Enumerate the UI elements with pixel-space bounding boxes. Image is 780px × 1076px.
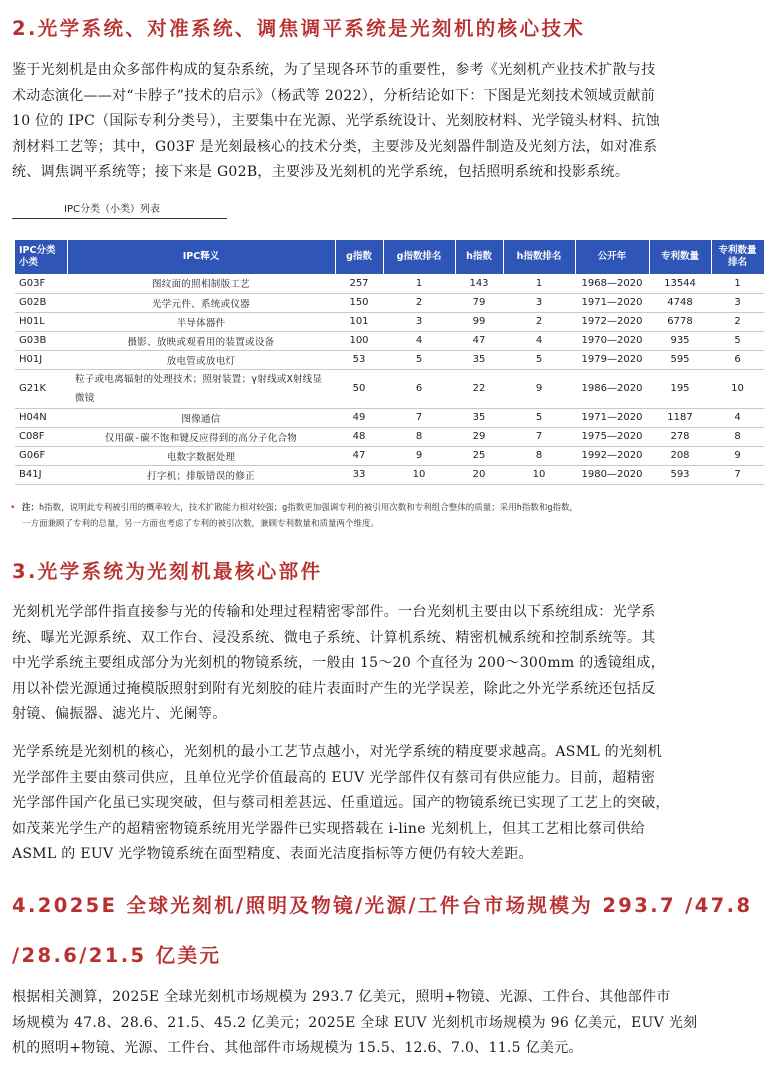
paragraph-line: 10 位的 IPC（国际专利分类号），主要集中在光源、光学系统设计、光刻胶材料、光学镜头材料、抗蚀 [12, 113, 661, 130]
table-row [15, 427, 764, 446]
table-cell: 2 [711, 312, 764, 331]
table-cell: 5 [383, 350, 455, 369]
table-cell: 47 [455, 331, 503, 350]
table-cell: 6 [711, 350, 764, 369]
section-4-paragraph [12, 985, 770, 1062]
table-cell: 20 [455, 465, 503, 484]
table-cell: 4 [383, 331, 455, 350]
table-cell: 1980—2020 [575, 465, 649, 484]
table-cell: H04N [15, 408, 67, 427]
table-cell: 257 [335, 274, 383, 293]
paragraph-line: 中光学系统主要组成部分为光刻机的物镜系统，一般由 15～20 个直径为 200～300mm 的透镜组成， [12, 655, 666, 672]
table-title-rule [12, 218, 227, 219]
table-cell: 6 [383, 369, 455, 408]
table-cell: 47 [335, 446, 383, 465]
header-patent-count: 专利数量 [649, 240, 711, 274]
table-row [15, 312, 764, 331]
table-cell: 打字机；排版错误的修正 [67, 465, 335, 484]
table-note [10, 500, 762, 532]
table-cell: 4 [503, 331, 575, 350]
paragraph-line: 机的照明+物镜、光源、工件台、其他部件市场规模为 15.5、12.6、7.0、11.5 亿美元。 [12, 1040, 583, 1057]
header-label: 排名 [727, 257, 747, 268]
header-g-index-rank: g指数排名 [383, 240, 455, 274]
table-row [15, 274, 764, 293]
table-cell: 150 [335, 293, 383, 312]
table-cell: 1992—2020 [575, 446, 649, 465]
section-2-paragraph [12, 58, 770, 186]
table-cell: 35 [455, 408, 503, 427]
table-cell: 101 [335, 312, 383, 331]
table-cell: 25 [455, 446, 503, 465]
table-cell: 4748 [649, 293, 711, 312]
table-cell: 1 [503, 274, 575, 293]
paragraph-line: 统、曝光光源系统、双工作台、浸没系统、微电子系统、计算机系统、精密机械系统和控制系统等。其 [12, 629, 656, 646]
table-cell: 53 [335, 350, 383, 369]
table-cell: 6778 [649, 312, 711, 331]
ipc-table [15, 240, 765, 485]
table-row [15, 293, 764, 312]
table-cell: 仅用碳-碳不饱和键反应得到的高分子化合物 [67, 427, 335, 446]
note-line: 一方面兼顾了专利的总量，另一方面也考虑了专利的被引次数，兼顾专利数量和质量两个维度。 [22, 519, 380, 529]
table-cell: 2 [383, 293, 455, 312]
table-cell: 10 [383, 465, 455, 484]
table-cell: 1970—2020 [575, 331, 649, 350]
paragraph-line: 术动态演化——对“卡脖子”技术的启示》（杨武等 2022），分析结论如下：下图是光刻技术领域贡献前 [12, 87, 656, 104]
table-body [15, 274, 764, 484]
table-cell: G03F [15, 274, 67, 293]
table-cell: 79 [455, 293, 503, 312]
table-cell: 图纹面的照相制版工艺 [67, 274, 335, 293]
paragraph-line: 统、调焦调平系统等；接下来是 G02B，主要涉及光刻机的光学系统，包括照明系统和投影系统。 [12, 164, 630, 181]
table-cell: 3 [503, 293, 575, 312]
table-cell: 10 [503, 465, 575, 484]
table-cell: 935 [649, 331, 711, 350]
table-cell: 1971—2020 [575, 293, 649, 312]
table-cell: 143 [455, 274, 503, 293]
table-cell: H01J [15, 350, 67, 369]
paragraph-line: 鉴于光刻机是由众多部件构成的复杂系统，为了呈现各环节的重要性，参考《光刻机产业技术扩散与技 [12, 62, 656, 78]
paragraph-line: 光学部件主要由蔡司供应，且单位光学价值最高的 EUV 光学部件仅有蔡司有供应能力。目前，超精密 [12, 769, 656, 786]
table-cell: 1 [383, 274, 455, 293]
table-header-row [15, 240, 764, 274]
table-cell: 100 [335, 331, 383, 350]
table-cell: 1971—2020 [575, 408, 649, 427]
note-line: h指数，说明此专利被引用的概率较大，技术扩散能力相对较强；g指数更加强调专利的被引用次数和专利组合整体的质量；采用h指数和g指数， [39, 503, 578, 513]
table-cell: 1986—2020 [575, 369, 649, 408]
header-publish-year: 公开年 [575, 240, 649, 274]
table-cell: 5 [503, 408, 575, 427]
paragraph-line: 光学部件国产化虽已实现突破，但与蔡司相差甚远、任重道远。国产的物镜系统已实现了工艺上的突破， [12, 795, 670, 812]
table-cell: 1979—2020 [575, 350, 649, 369]
table-cell: 5 [503, 350, 575, 369]
table-cell: 2 [503, 312, 575, 331]
header-g-index: g指数 [335, 240, 383, 274]
table-cell: 5 [711, 331, 764, 350]
table-row [15, 446, 764, 465]
table-cell: 摄影、放映或观看用的装置或设备 [67, 331, 335, 350]
table-cell: 8 [383, 427, 455, 446]
header-label: 小类 [19, 257, 39, 268]
paragraph-line: 根据相关测算，2025E 全球光刻机市场规模为 293.7 亿美元，照明+物镜、光源、工件台、其他部件市 [12, 989, 671, 1005]
table-cell: C08F [15, 427, 67, 446]
table-cell: 1975—2020 [575, 427, 649, 446]
paragraph-line: 场规模为 47.8、28.6、21.5、45.2 亿美元；2025E 全球 EUV 光刻机市场规模为 96 亿美元，EUV 光刻 [12, 1014, 698, 1031]
table-row [15, 465, 764, 484]
table-cell: 电数字数据处理 [67, 446, 335, 465]
table-cell: 195 [649, 369, 711, 408]
paragraph-line: 射镜、偏振器、滤光片、光阑等。 [12, 706, 227, 723]
section-4-heading-line-1: 4.2025E 全球光刻机/照明及物镜/光源/工件台市场规模为 293.7 /47.8 [12, 894, 753, 917]
table-cell: G02B [15, 293, 67, 312]
header-label: 专利数量 [718, 245, 757, 256]
table-cell: B41J [15, 465, 67, 484]
section-3-paragraph-2 [12, 740, 770, 868]
header-h-index-rank: h指数排名 [503, 240, 575, 274]
table-cell: G21K [15, 369, 67, 408]
table-cell: 593 [649, 465, 711, 484]
paragraph-line: 光刻机光学部件指直接参与光的传输和处理过程精密零部件。一台光刻机主要由以下系统组成：光学系 [12, 604, 656, 620]
paragraph-line: 剂材料工艺等；其中，G03F 是光刻最核心的技术分类，主要涉及光刻器件制造及光刻方法，如对准系 [12, 138, 658, 155]
table-cell: 粒子或电离辐射的处理技术；照射装置；γ射线或X射线显微镜 [67, 369, 335, 408]
table-cell: 8 [711, 427, 764, 446]
table-cell: 22 [455, 369, 503, 408]
header-ipc-class [15, 240, 67, 274]
header-ipc-meaning: IPC释义 [67, 240, 335, 274]
table-cell: 3 [383, 312, 455, 331]
section-2-heading: 2.光学系统、对准系统、调焦调平系统是光刻机的核心技术 [12, 17, 586, 40]
table-row [15, 369, 764, 408]
table-cell: 49 [335, 408, 383, 427]
table-cell: 35 [455, 350, 503, 369]
table-cell: 1972—2020 [575, 312, 649, 331]
table-row [15, 331, 764, 350]
table-cell: 10 [711, 369, 764, 408]
table-cell: 7 [383, 408, 455, 427]
table-cell: G03B [15, 331, 67, 350]
table-cell: 595 [649, 350, 711, 369]
table-cell: 图像通信 [67, 408, 335, 427]
table-cell: 7 [711, 465, 764, 484]
paragraph-line: 用以补偿光源通过掩模版照射到附有光刻胶的硅片表面时产生的光学误差，除此之外光学系统还包括反 [12, 680, 656, 697]
paragraph-line: 光学系统是光刻机的核心，光刻机的最小工艺节点越小，对光学系统的精度要求越高。ASML 的光刻机 [12, 744, 662, 760]
table-cell: 9 [503, 369, 575, 408]
table-cell: 3 [711, 293, 764, 312]
paragraph-line: 如茂莱光学生产的超精密物镜系统用光学器件已实现搭载在 i-line 光刻机上，但其工艺相比蔡司供给 [12, 820, 646, 837]
table-cell: 278 [649, 427, 711, 446]
table-cell: 33 [335, 465, 383, 484]
table-cell: 208 [649, 446, 711, 465]
table-cell: 放电管或放电灯 [67, 350, 335, 369]
table-cell: 光学元件、系统或仪器 [67, 293, 335, 312]
table-cell: 1187 [649, 408, 711, 427]
section-4-heading-line-2: /28.6/21.5 亿美元 [12, 944, 222, 967]
table-cell: 8 [503, 446, 575, 465]
header-label: IPC分类 [19, 245, 56, 256]
table-title: IPC分类（小类）列表 [64, 204, 160, 215]
header-h-index: h指数 [455, 240, 503, 274]
header-patent-rank [711, 240, 764, 274]
table-cell: 9 [383, 446, 455, 465]
bullet-icon: • [10, 503, 16, 513]
table-cell: 半导体器件 [67, 312, 335, 331]
table-cell: 1968—2020 [575, 274, 649, 293]
table-row [15, 408, 764, 427]
table-cell: 29 [455, 427, 503, 446]
note-label: 注： [22, 503, 40, 513]
table-cell: 4 [711, 408, 764, 427]
table-cell: 99 [455, 312, 503, 331]
table-cell: 1 [711, 274, 764, 293]
table-cell: 9 [711, 446, 764, 465]
table-cell: H01L [15, 312, 67, 331]
section-3-heading: 3.光学系统为光刻机最核心部件 [12, 560, 323, 583]
table-cell: G06F [15, 446, 67, 465]
table-cell: 50 [335, 369, 383, 408]
table-cell: 48 [335, 427, 383, 446]
section-3-paragraph-1 [12, 600, 770, 728]
table-cell: 7 [503, 427, 575, 446]
paragraph-line: ASML 的 EUV 光学物镜系统在面型精度、表面光洁度指标等方便仍有较大差距。 [12, 846, 533, 863]
table-cell: 13544 [649, 274, 711, 293]
table-row [15, 350, 764, 369]
